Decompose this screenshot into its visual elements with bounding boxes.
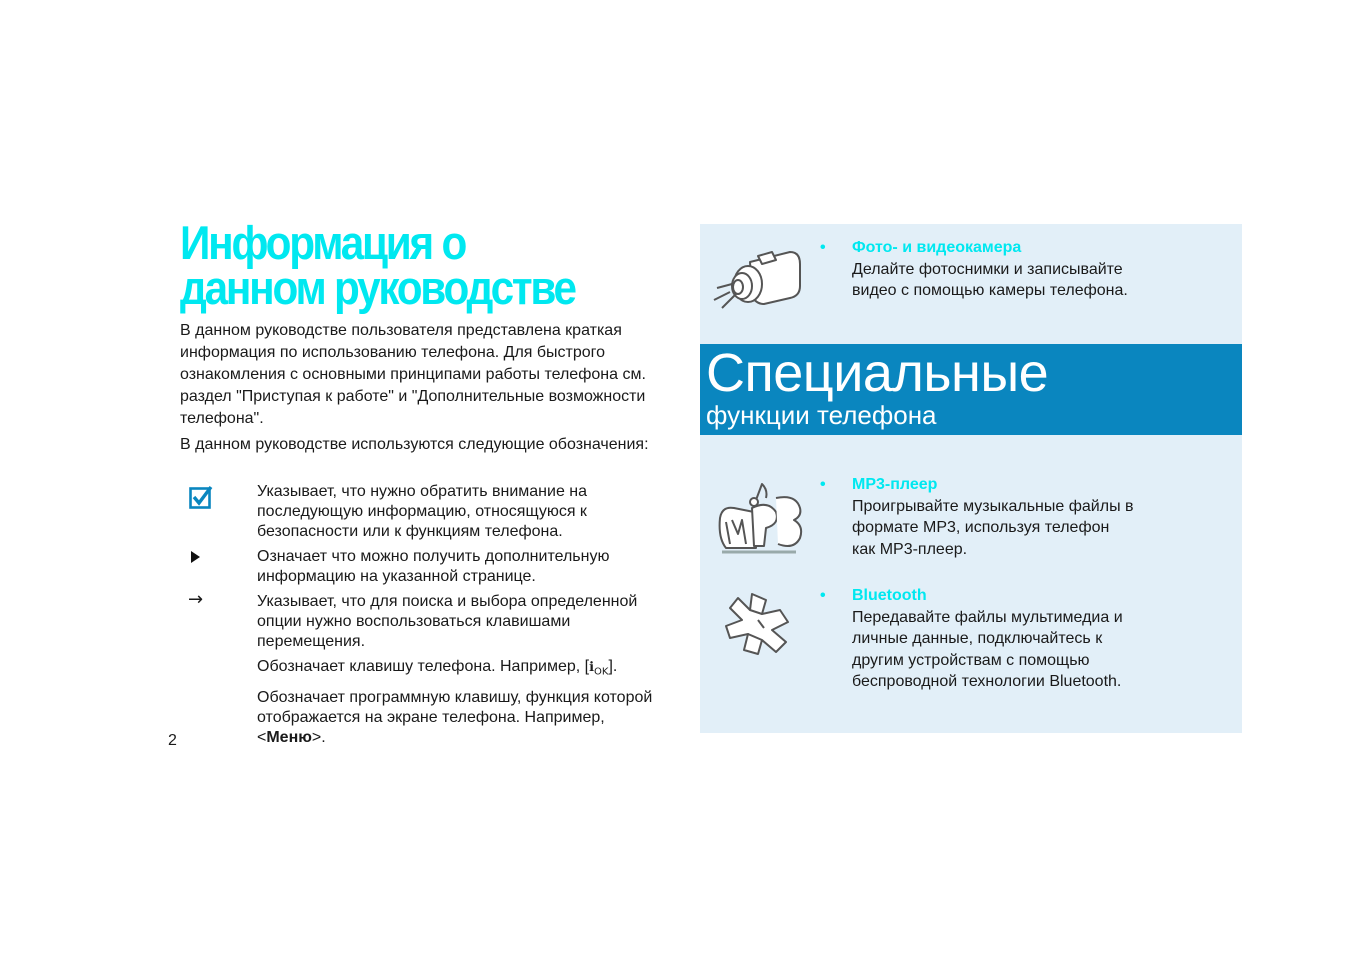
intro-paragraph-1: В данном руководстве пользователя представлена краткая информация по использованию телефона. Для быстрого ознакомления с основными принципами работы телефона см. раздел "Приступая к работе" и "Дополнительные возможности телефона". [180, 322, 646, 427]
feature-camera: • Фото- и видеокамера Делайте фотоснимки и записывайте видео с помощью камеры телефона. [820, 237, 1220, 302]
section-banner [700, 344, 1242, 435]
symbol-legend [180, 482, 660, 753]
feature-description: Делайте фотоснимки и записывайте видео с помощью камеры телефона. [852, 260, 1128, 299]
legend-item: Обозначает программную клавишу, функция которой отображается на экране телефона. Например, <Меню>. [257, 688, 653, 746]
check-icon [189, 485, 213, 509]
ok-key-icon: ℹ$_{OK}$ [589, 660, 609, 678]
feature-description: Передавайте файлы мультимедиа и личные данные, подключайтесь к другим устройствам с помощью беспроводной технологии Bluetooth. [852, 608, 1123, 690]
feature-mp3: • MP3-плеер Проигрывайте музыкальные файлы в формате MP3, используя телефон как MP3-плеер. [820, 474, 1220, 560]
legend-item: → Указывает, что для поиска и выбора определенной опции нужно воспользоваться клавишами перемещения. [188, 589, 638, 650]
page-title: Информация о данном руководстве [180, 216, 575, 314]
bluetooth-icon [722, 590, 796, 658]
mp3-icon [716, 478, 808, 554]
feature-description: Проигрывайте музыкальные файлы в формате MP3, используя телефон как MP3-плеер. [852, 497, 1134, 558]
intro-paragraph-2: В данном руководстве используются следующие обозначения: [180, 436, 649, 453]
banner-title: Специальные [706, 343, 1049, 403]
triangle-right-icon [191, 551, 200, 563]
page-number: 2 [168, 732, 177, 749]
feature-title: Bluetooth [852, 587, 927, 604]
banner-subtitle: функции телефона [706, 400, 937, 430]
feature-title: MP3-плеер [852, 476, 938, 493]
camera-icon [712, 238, 812, 318]
feature-bluetooth: • Bluetooth Передавайте файлы мультимедиа и личные данные, подключайтесь к другим устройствам с помощью беспроводной технологии Bluetooth. [820, 585, 1220, 693]
feature-title: Фото- и видеокамера [852, 239, 1022, 256]
legend-item: Означает что можно получить дополнительную информацию на указанной странице. [180, 547, 660, 587]
legend-item: Указывает, что нужно обратить внимание на последующую информацию, относящуюся к безопасности или к функциям телефона. [180, 482, 660, 542]
arrow-right-icon: → [188, 589, 204, 610]
intro-text [180, 320, 660, 460]
legend-item: Обозначает клавишу телефона. Например, [ℹ$_{OK}$]. [257, 658, 618, 678]
